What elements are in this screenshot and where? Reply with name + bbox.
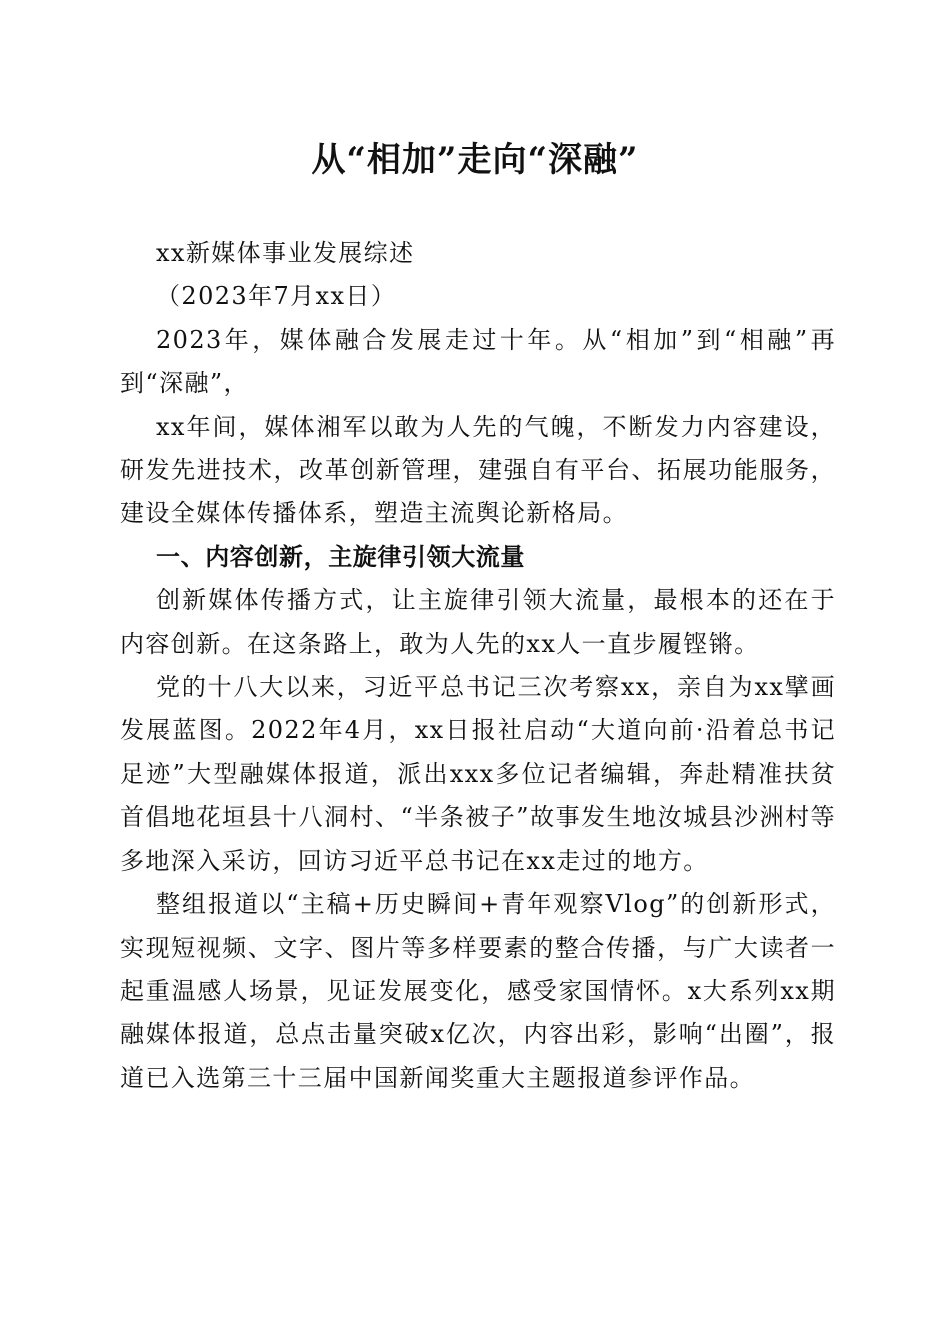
intro-paragraph-2: xx年间，媒体湘军以敢为人先的气魄，不断发力内容建设，研发先进技术，改革创新管理，建强自有平台、拓展功能服务，建设全媒体传播体系，塑造主流舆论新格局。 (120, 412, 836, 528)
section-paragraph-2: 党的十八大以来，习近平总书记三次考察xx，亲自为xx擘画发展蓝图。2022年4月，xx日报社启动“大道向前·沿着总书记足迹”大型融媒体报道，派出xxx多位记者编辑，奔赴精准扶贫首倡地花垣县十八洞村、“半条被子”故事发生地汝城县沙洲村等多地深入采访，回访习近平总书记在xx走过的地方。 (120, 673, 836, 875)
document-date: （2023年7月xx日） (156, 282, 397, 311)
intro-paragraph-1: 2023年，媒体融合发展走过十年。从“相加”到“相融”再到“深融”， (120, 325, 836, 398)
section-paragraph-1: 创新媒体传播方式，让主旋律引领大流量，最根本的还在于内容创新。在这条路上，敢为人先的xx人一直步履铿锵。 (120, 586, 836, 658)
document-body (120, 232, 836, 1100)
section-heading: 一、内容创新，主旋律引领大流量 (156, 542, 525, 571)
section-paragraph-3: 整组报道以“主稿+历史瞬间+青年观察Vlog”的创新形式，实现短视频、文字、图片等多样要素的整合传播，与广大读者一起重温感人场景，见证发展变化，感受家国情怀。x大系列xx期融媒体报道，总点击量突破x亿次，内容出彩，影响“出圈”，报道已入选第三十三届中国新闻奖重大主题报道参评作品。 (120, 890, 836, 1092)
document-subtitle: xx新媒体事业发展综述 (156, 239, 415, 267)
document-title: 从“相加”走向“深融” (311, 140, 639, 180)
